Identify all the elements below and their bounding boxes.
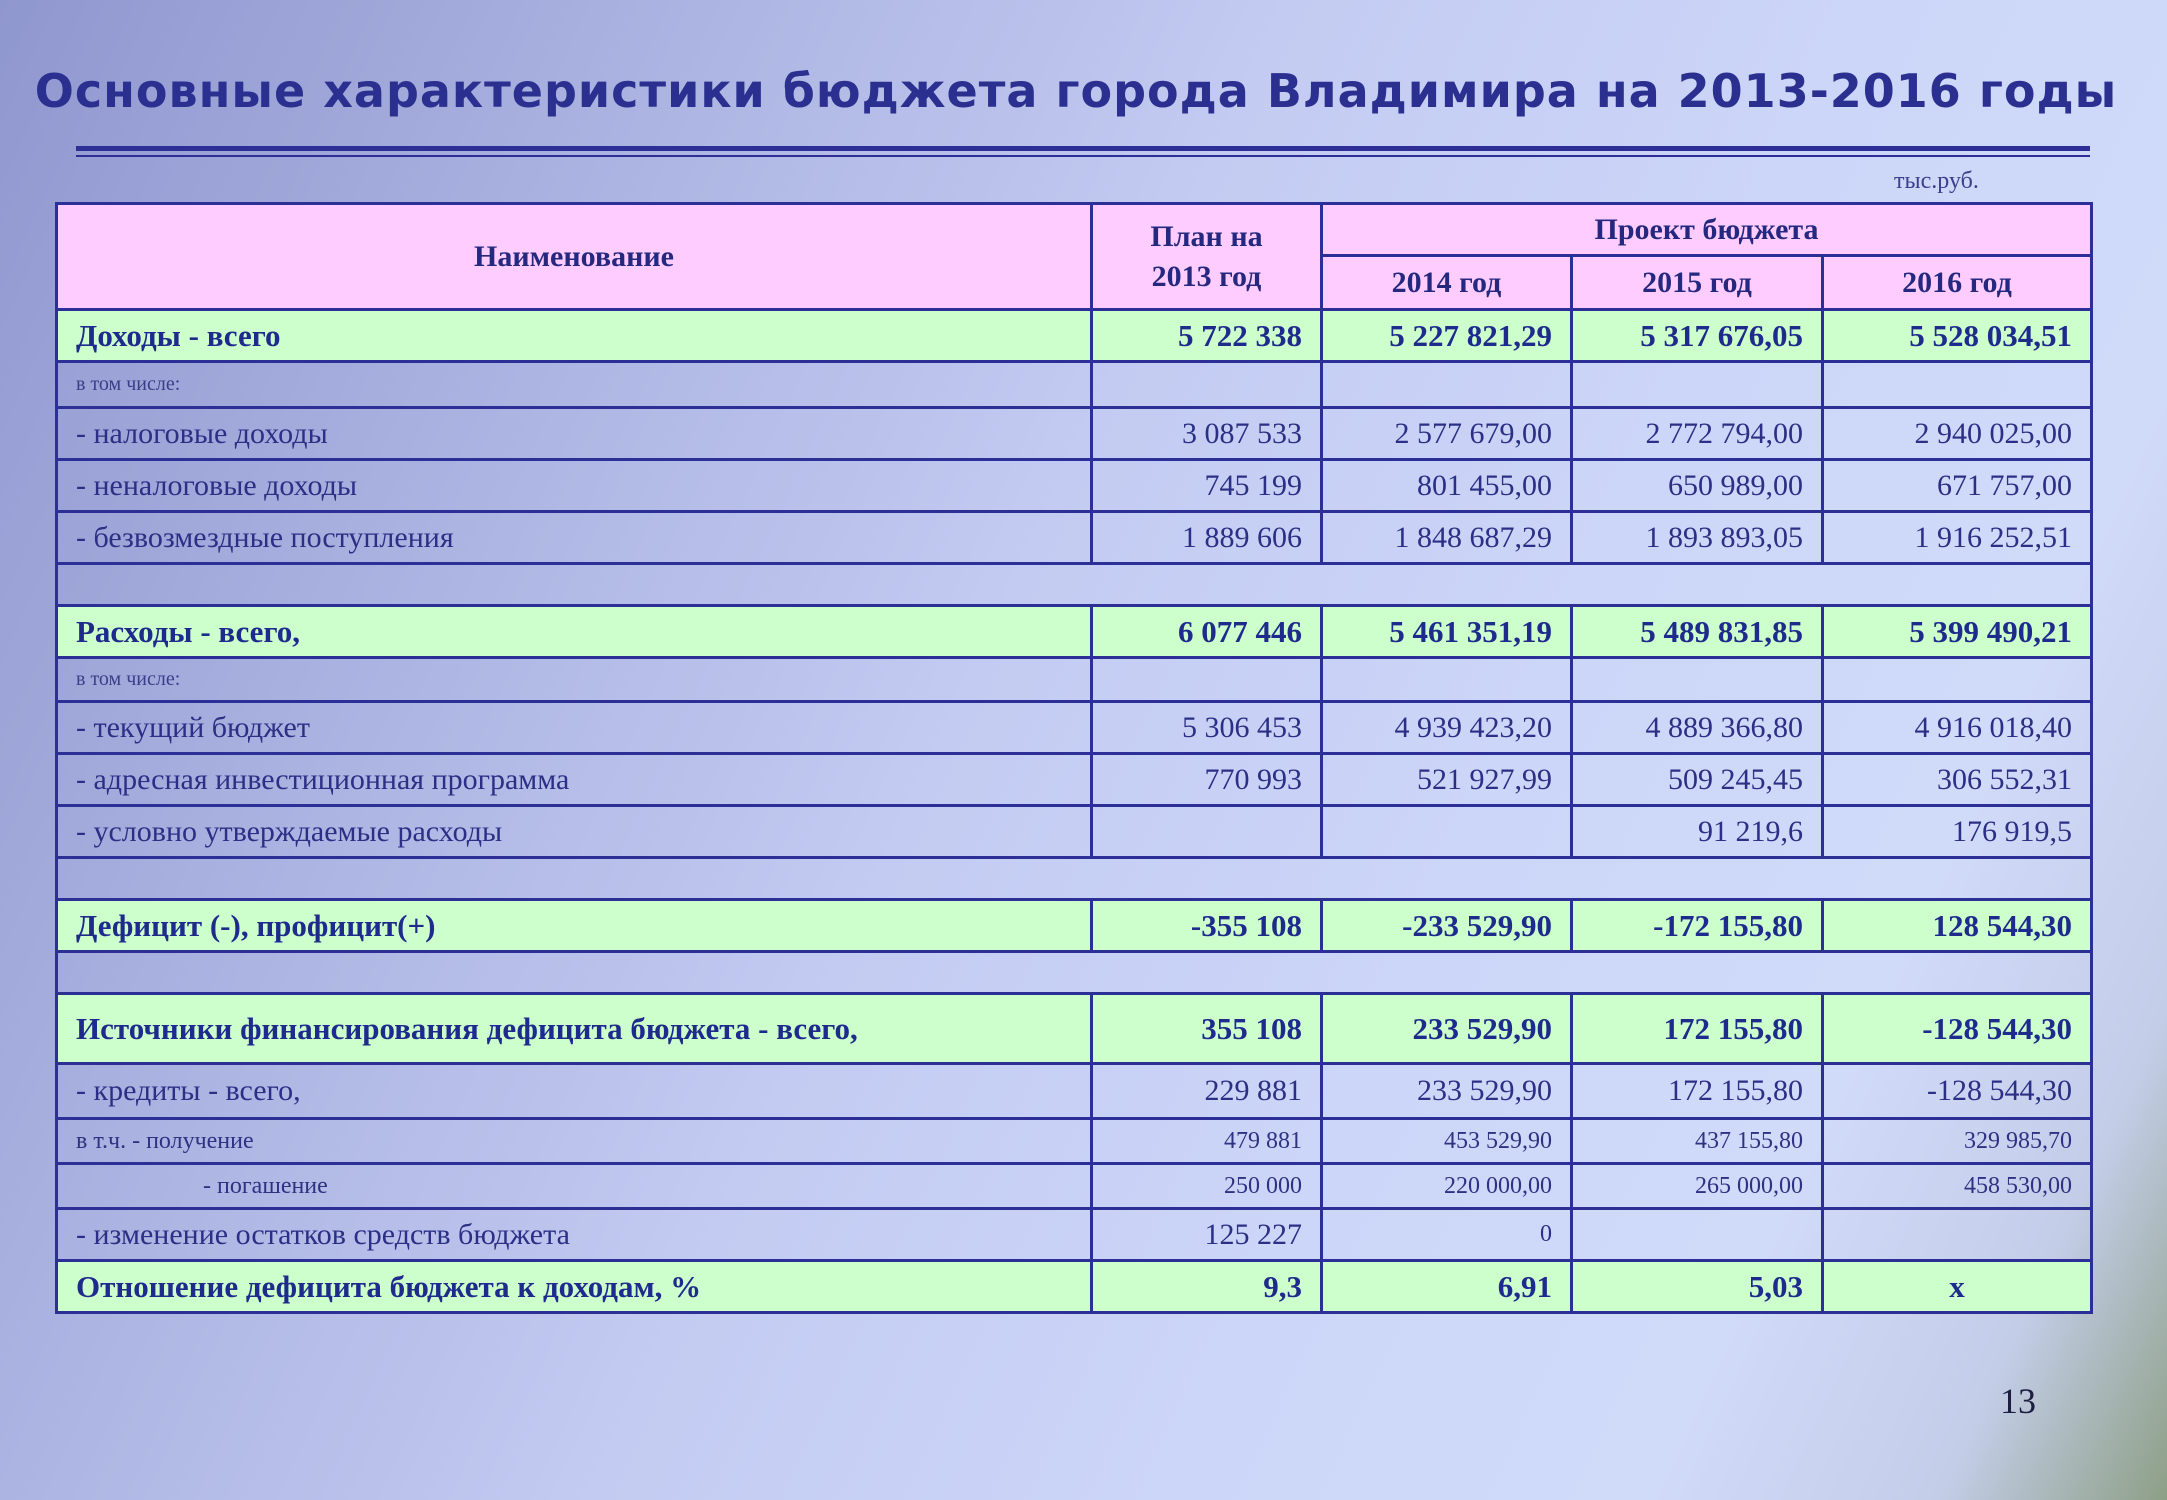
cell-2016: 306 552,31: [1823, 754, 2092, 806]
cell-2016: -128 544,30: [1823, 1064, 2092, 1119]
header-2015: 2015 год: [1572, 256, 1823, 310]
cell-2013: 125 227: [1092, 1209, 1322, 1261]
cell-2013: -355 108: [1092, 900, 1322, 952]
cell-2013: 5 722 338: [1092, 310, 1322, 362]
cell-2013: [1092, 362, 1322, 408]
cell-2013: 745 199: [1092, 460, 1322, 512]
cell-2015: 650 989,00: [1572, 460, 1823, 512]
cell-2013: 1 889 606: [1092, 512, 1322, 564]
header-name: Наименование: [57, 204, 1092, 310]
row-name: Доходы - всего: [57, 310, 1092, 362]
cell-2015: -172 155,80: [1572, 900, 1823, 952]
header-2016: 2016 год: [1823, 256, 2092, 310]
cell-2014: 2 577 679,00: [1322, 408, 1572, 460]
row-name: Расходы - всего,: [57, 606, 1092, 658]
row-name: - адресная инвестиционная программа: [57, 754, 1092, 806]
table-row: [57, 606, 2092, 658]
cell-2014: 6,91: [1322, 1261, 1572, 1313]
cell-2014: 801 455,00: [1322, 460, 1572, 512]
cell-2013: 355 108: [1092, 994, 1322, 1064]
header-2014: 2014 год: [1322, 256, 1572, 310]
row-name: Отношение дефицита бюджета к доходам, %: [57, 1261, 1092, 1313]
cell-2016: 176 919,5: [1823, 806, 2092, 858]
cell-2013: 5 306 453: [1092, 702, 1322, 754]
table-row: [57, 702, 2092, 754]
cell-2015: 5 317 676,05: [1572, 310, 1823, 362]
cell-2016: 1 916 252,51: [1823, 512, 2092, 564]
cell-2013: 3 087 533: [1092, 408, 1322, 460]
cell-2015: 265 000,00: [1572, 1164, 1823, 1209]
table-row: [57, 806, 2092, 858]
cell-2014: 453 529,90: [1322, 1119, 1572, 1164]
cell-2015: 91 219,6: [1572, 806, 1823, 858]
unit-label: тыс.руб.: [1894, 168, 1979, 194]
table-row: [57, 1209, 2092, 1261]
cell-2014: 1 848 687,29: [1322, 512, 1572, 564]
cell-2015: [1572, 362, 1823, 408]
cell-2016: 671 757,00: [1823, 460, 2092, 512]
spacer-row: [57, 564, 2092, 606]
spacer-cell: [57, 564, 2092, 606]
cell-2014: [1322, 806, 1572, 858]
header-plan-line2: 2013 год: [1151, 259, 1262, 293]
spacer-cell: [57, 952, 2092, 994]
spacer-row: [57, 858, 2092, 900]
cell-2014: 4 939 423,20: [1322, 702, 1572, 754]
cell-2014: 233 529,90: [1322, 1064, 1572, 1119]
table-row: [57, 310, 2092, 362]
budget-table: [55, 202, 2093, 1314]
cell-2015: 172 155,80: [1572, 994, 1823, 1064]
cell-2014: [1322, 362, 1572, 408]
cell-2015: 2 772 794,00: [1572, 408, 1823, 460]
cell-2015: 4 889 366,80: [1572, 702, 1823, 754]
header-row: [57, 204, 2092, 256]
row-name: в том числе:: [57, 658, 1092, 702]
row-name: - налоговые доходы: [57, 408, 1092, 460]
row-name: - неналоговые доходы: [57, 460, 1092, 512]
cell-2014: 521 927,99: [1322, 754, 1572, 806]
cell-2013: [1092, 806, 1322, 858]
cell-2016: 128 544,30: [1823, 900, 2092, 952]
table-row: [57, 1164, 2092, 1209]
cell-2016: [1823, 658, 2092, 702]
row-name: - погашение: [57, 1164, 1092, 1209]
row-name: в т.ч. - получение: [57, 1119, 1092, 1164]
cell-2015: [1572, 1209, 1823, 1261]
cell-2013: 250 000: [1092, 1164, 1322, 1209]
cell-2015: 1 893 893,05: [1572, 512, 1823, 564]
row-name: - кредиты - всего,: [57, 1064, 1092, 1119]
cell-2013: 229 881: [1092, 1064, 1322, 1119]
cell-2014: [1322, 658, 1572, 702]
cell-2014: 233 529,90: [1322, 994, 1572, 1064]
cell-2013: 479 881: [1092, 1119, 1322, 1164]
cell-2016: х: [1823, 1261, 2092, 1313]
header-plan-2013: [1092, 204, 1322, 310]
cell-2016: 5 528 034,51: [1823, 310, 2092, 362]
cell-2015: 5 489 831,85: [1572, 606, 1823, 658]
page-title: Основные характеристики бюджета города Владимира на 2013-2016 годы: [34, 64, 2118, 118]
spacer-row: [57, 952, 2092, 994]
cell-2014: 220 000,00: [1322, 1164, 1572, 1209]
row-name: - текущий бюджет: [57, 702, 1092, 754]
spacer-cell: [57, 858, 2092, 900]
cell-2015: 172 155,80: [1572, 1064, 1823, 1119]
table-row: [57, 1064, 2092, 1119]
table-row: [57, 512, 2092, 564]
cell-2016: 458 530,00: [1823, 1164, 2092, 1209]
table-row: [57, 994, 2092, 1064]
table-row: [57, 1119, 2092, 1164]
cell-2016: 4 916 018,40: [1823, 702, 2092, 754]
header-project: Проект бюджета: [1322, 204, 2092, 256]
table-row: [57, 362, 2092, 408]
cell-2016: [1823, 1209, 2092, 1261]
page-number: 13: [2000, 1381, 2036, 1421]
cell-2014: 5 227 821,29: [1322, 310, 1572, 362]
table-row: [57, 1261, 2092, 1313]
cell-2016: 2 940 025,00: [1823, 408, 2092, 460]
cell-2013: 9,3: [1092, 1261, 1322, 1313]
cell-2016: 5 399 490,21: [1823, 606, 2092, 658]
table-row: [57, 900, 2092, 952]
header-plan-line1: План на: [1150, 219, 1263, 253]
cell-2013: [1092, 658, 1322, 702]
cell-2015: 5,03: [1572, 1261, 1823, 1313]
table-row: [57, 754, 2092, 806]
row-name: в том числе:: [57, 362, 1092, 408]
cell-2015: 437 155,80: [1572, 1119, 1823, 1164]
cell-2016: 329 985,70: [1823, 1119, 2092, 1164]
cell-2014: 0: [1322, 1209, 1572, 1261]
title-underline-thin: [76, 155, 2090, 157]
table-row: [57, 460, 2092, 512]
cell-2016: [1823, 362, 2092, 408]
table-row: [57, 408, 2092, 460]
cell-2015: [1572, 658, 1823, 702]
row-name: - условно утверждаемые расходы: [57, 806, 1092, 858]
row-name: - изменение остатков средств бюджета: [57, 1209, 1092, 1261]
title-underline-thick: [76, 146, 2090, 151]
cell-2014: -233 529,90: [1322, 900, 1572, 952]
cell-2013: 6 077 446: [1092, 606, 1322, 658]
table-row: [57, 658, 2092, 702]
row-name: Дефицит (-), профицит(+): [57, 900, 1092, 952]
cell-2013: 770 993: [1092, 754, 1322, 806]
cell-2016: -128 544,30: [1823, 994, 2092, 1064]
cell-2014: 5 461 351,19: [1322, 606, 1572, 658]
cell-2015: 509 245,45: [1572, 754, 1823, 806]
row-name: Источники финансирования дефицита бюджета - всего,: [57, 994, 1092, 1064]
row-name: - безвозмездные поступления: [57, 512, 1092, 564]
